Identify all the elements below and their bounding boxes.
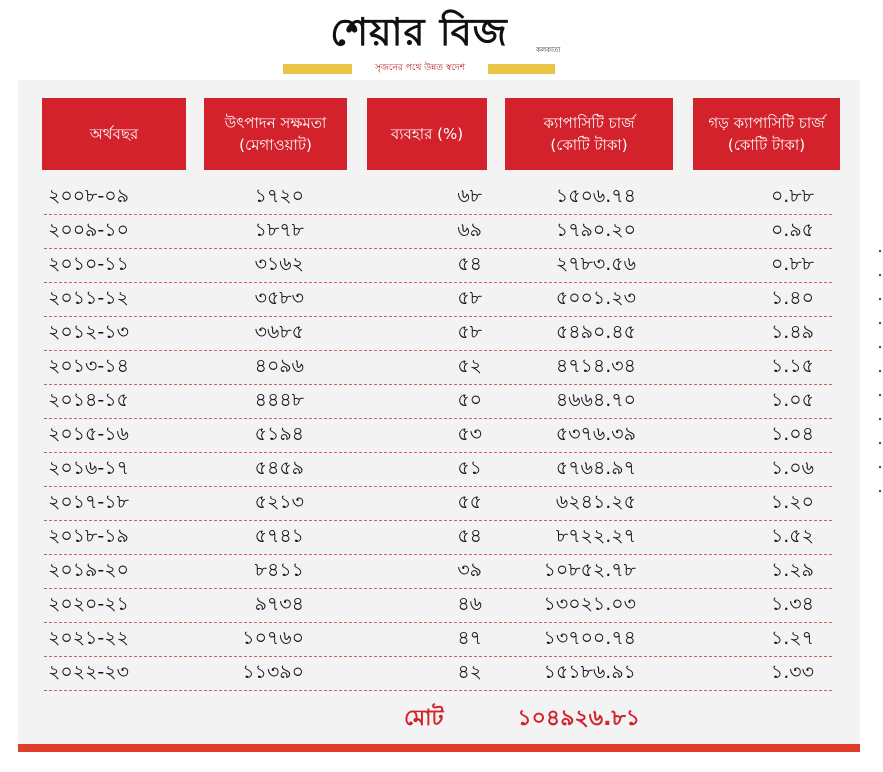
cell-usage: ৬৯ xyxy=(457,219,482,241)
cell-avg-charge: ০.৯৫ xyxy=(770,219,814,241)
cell-capacity-charge: ৬২৪১.২৫ xyxy=(555,491,636,513)
table-row xyxy=(44,248,832,283)
cell-capacity-charge: ১৩৭০০.৭৪ xyxy=(543,627,636,649)
cell-fiscal-year: ২০১৬-১৭ xyxy=(48,457,129,479)
header-fiscal-year: অর্থবছর xyxy=(42,98,186,170)
cell-usage: ৬৮ xyxy=(457,185,482,207)
cell-fiscal-year: ২০১২-১৩ xyxy=(48,321,129,343)
total-value: ১০৪৯২৬.৮১ xyxy=(517,706,640,731)
cell-usage: ৫৮ xyxy=(457,287,482,309)
cell-fiscal-year: ২০১০-১১ xyxy=(48,253,129,275)
cell-capacity-charge: ৪৭১৪.৩৪ xyxy=(555,355,636,377)
cell-avg-charge: ১.৪০ xyxy=(770,287,814,309)
cell-capacity-charge: ১৭৯০.২০ xyxy=(555,219,636,241)
cell-avg-charge: ০.৮৮ xyxy=(770,253,814,275)
cell-capacity-charge: ১৫১৮৬.৯১ xyxy=(543,661,636,683)
cell-capacity: ৪৪৪৮ xyxy=(254,389,304,411)
cell-avg-charge: ০.৮৮ xyxy=(770,185,814,207)
cell-usage: ৫০ xyxy=(457,389,482,411)
cell-usage: ৫৪ xyxy=(457,253,482,275)
cell-capacity: ৫৭৪১ xyxy=(254,525,304,547)
cell-capacity-charge: ১৩০২১.০৩ xyxy=(543,593,636,615)
table-row xyxy=(44,588,832,623)
cell-avg-charge: ১.২৯ xyxy=(770,559,814,581)
table-row xyxy=(44,282,832,317)
cell-fiscal-year: ২০২২-২৩ xyxy=(48,661,129,683)
cell-capacity-charge: ৫০০১.২৩ xyxy=(555,287,636,309)
cell-capacity: ১৭২০ xyxy=(254,185,304,207)
cell-fiscal-year: ২০১১-১২ xyxy=(48,287,129,309)
cell-capacity: ১৮৭৮ xyxy=(254,219,304,241)
bottom-bar xyxy=(18,744,860,752)
cell-usage: ৪২ xyxy=(457,661,482,683)
cell-fiscal-year: ২০১৩-১৪ xyxy=(48,355,129,377)
cell-usage: ৫৪ xyxy=(457,525,482,547)
cell-capacity-charge: ৪৬৬৪.৭০ xyxy=(555,389,636,411)
cell-usage: ৫৮ xyxy=(457,321,482,343)
table-row xyxy=(44,180,832,215)
logo-mark: কলকাতা xyxy=(536,46,561,54)
cell-capacity: ৯৭৩৪ xyxy=(254,593,304,615)
cell-avg-charge: ১.০৪ xyxy=(770,423,814,445)
cell-fiscal-year: ২০১৪-১৫ xyxy=(48,389,129,411)
cell-capacity: ৪০৯৬ xyxy=(254,355,304,377)
cell-capacity: ৫২১৩ xyxy=(254,491,304,513)
cell-avg-charge: ১.২৭ xyxy=(770,627,814,649)
brand-logo: শেয়ার বিজ xyxy=(330,9,508,54)
cell-fiscal-year: ২০২১-২২ xyxy=(48,627,129,649)
header-usage: ব্যবহার (%) xyxy=(367,98,487,170)
edge-dots xyxy=(878,250,882,530)
cell-capacity: ৩৫৮৩ xyxy=(254,287,304,309)
cell-usage: ৫১ xyxy=(457,457,482,479)
header-capacity-charge: ক্যাপাসিটি চার্জ (কোটি টাকা) xyxy=(505,98,673,170)
cell-usage: ৪৬ xyxy=(457,593,482,615)
cell-avg-charge: ১.৫২ xyxy=(770,525,814,547)
header xyxy=(0,0,883,80)
table-row xyxy=(44,214,832,249)
cell-avg-charge: ১.১৫ xyxy=(770,355,814,377)
header-avg-capacity-charge: গড় ক্যাপাসিটি চার্জ (কোটি টাকা) xyxy=(693,98,840,170)
table-row xyxy=(44,418,832,453)
cell-avg-charge: ১.৩৩ xyxy=(770,661,814,683)
cell-avg-charge: ১.৩৪ xyxy=(770,593,814,615)
cell-capacity-charge: ৫৭৬৪.৯৭ xyxy=(555,457,636,479)
cell-capacity-charge: ২৭৮৩.৫৬ xyxy=(555,253,636,275)
table-row xyxy=(44,486,832,521)
table-row xyxy=(44,316,832,351)
table-row xyxy=(44,656,832,691)
cell-capacity-charge: ১০৮৫২.৭৮ xyxy=(543,559,636,581)
cell-fiscal-year: ২০১৭-১৮ xyxy=(48,491,129,513)
cell-avg-charge: ১.০৬ xyxy=(770,457,814,479)
cell-avg-charge: ১.০৫ xyxy=(770,389,814,411)
cell-capacity-charge: ১৫০৬.৭৪ xyxy=(555,185,636,207)
cell-usage: ৪৭ xyxy=(457,627,482,649)
cell-capacity: ৫৪৫৯ xyxy=(254,457,304,479)
header-production-capacity: উৎপাদন সক্ষমতা (মেগাওয়াট) xyxy=(204,98,347,170)
table-row xyxy=(44,554,832,589)
cell-usage: ৫৩ xyxy=(457,423,482,445)
table-row xyxy=(44,350,832,385)
cell-capacity: ৩৬৮৫ xyxy=(254,321,304,343)
cell-capacity: ১১৩৯০ xyxy=(242,661,304,683)
cell-usage: ৫৫ xyxy=(457,491,482,513)
cell-fiscal-year: ২০০৯-১০ xyxy=(48,219,129,241)
tagline: সৃজনের পথে উন্নত স্বদেশ xyxy=(352,60,488,76)
table-row xyxy=(44,452,832,487)
cell-capacity: ৩১৬২ xyxy=(254,253,304,275)
cell-fiscal-year: ২০০৮-০৯ xyxy=(48,185,129,207)
table-row xyxy=(44,520,832,555)
total-label: মোট xyxy=(404,706,444,731)
cell-capacity: ৮৪১১ xyxy=(254,559,304,581)
cell-capacity-charge: ৮৭২২.২৭ xyxy=(555,525,636,547)
cell-fiscal-year: ২০২০-২১ xyxy=(48,593,129,615)
table-row xyxy=(44,622,832,657)
cell-avg-charge: ১.২০ xyxy=(770,491,814,513)
cell-fiscal-year: ২০১৫-১৬ xyxy=(48,423,129,445)
cell-fiscal-year: ২০১৯-২০ xyxy=(48,559,129,581)
cell-usage: ৩৯ xyxy=(457,559,482,581)
cell-capacity: ৫১৯৪ xyxy=(254,423,304,445)
table-row xyxy=(44,384,832,419)
cell-avg-charge: ১.৪৯ xyxy=(770,321,814,343)
cell-capacity: ১০৭৬০ xyxy=(242,627,304,649)
cell-capacity-charge: ৫৪৯০.৪৫ xyxy=(555,321,636,343)
cell-capacity-charge: ৫৩৭৬.৩৯ xyxy=(555,423,636,445)
cell-usage: ৫২ xyxy=(457,355,482,377)
cell-fiscal-year: ২০১৮-১৯ xyxy=(48,525,129,547)
